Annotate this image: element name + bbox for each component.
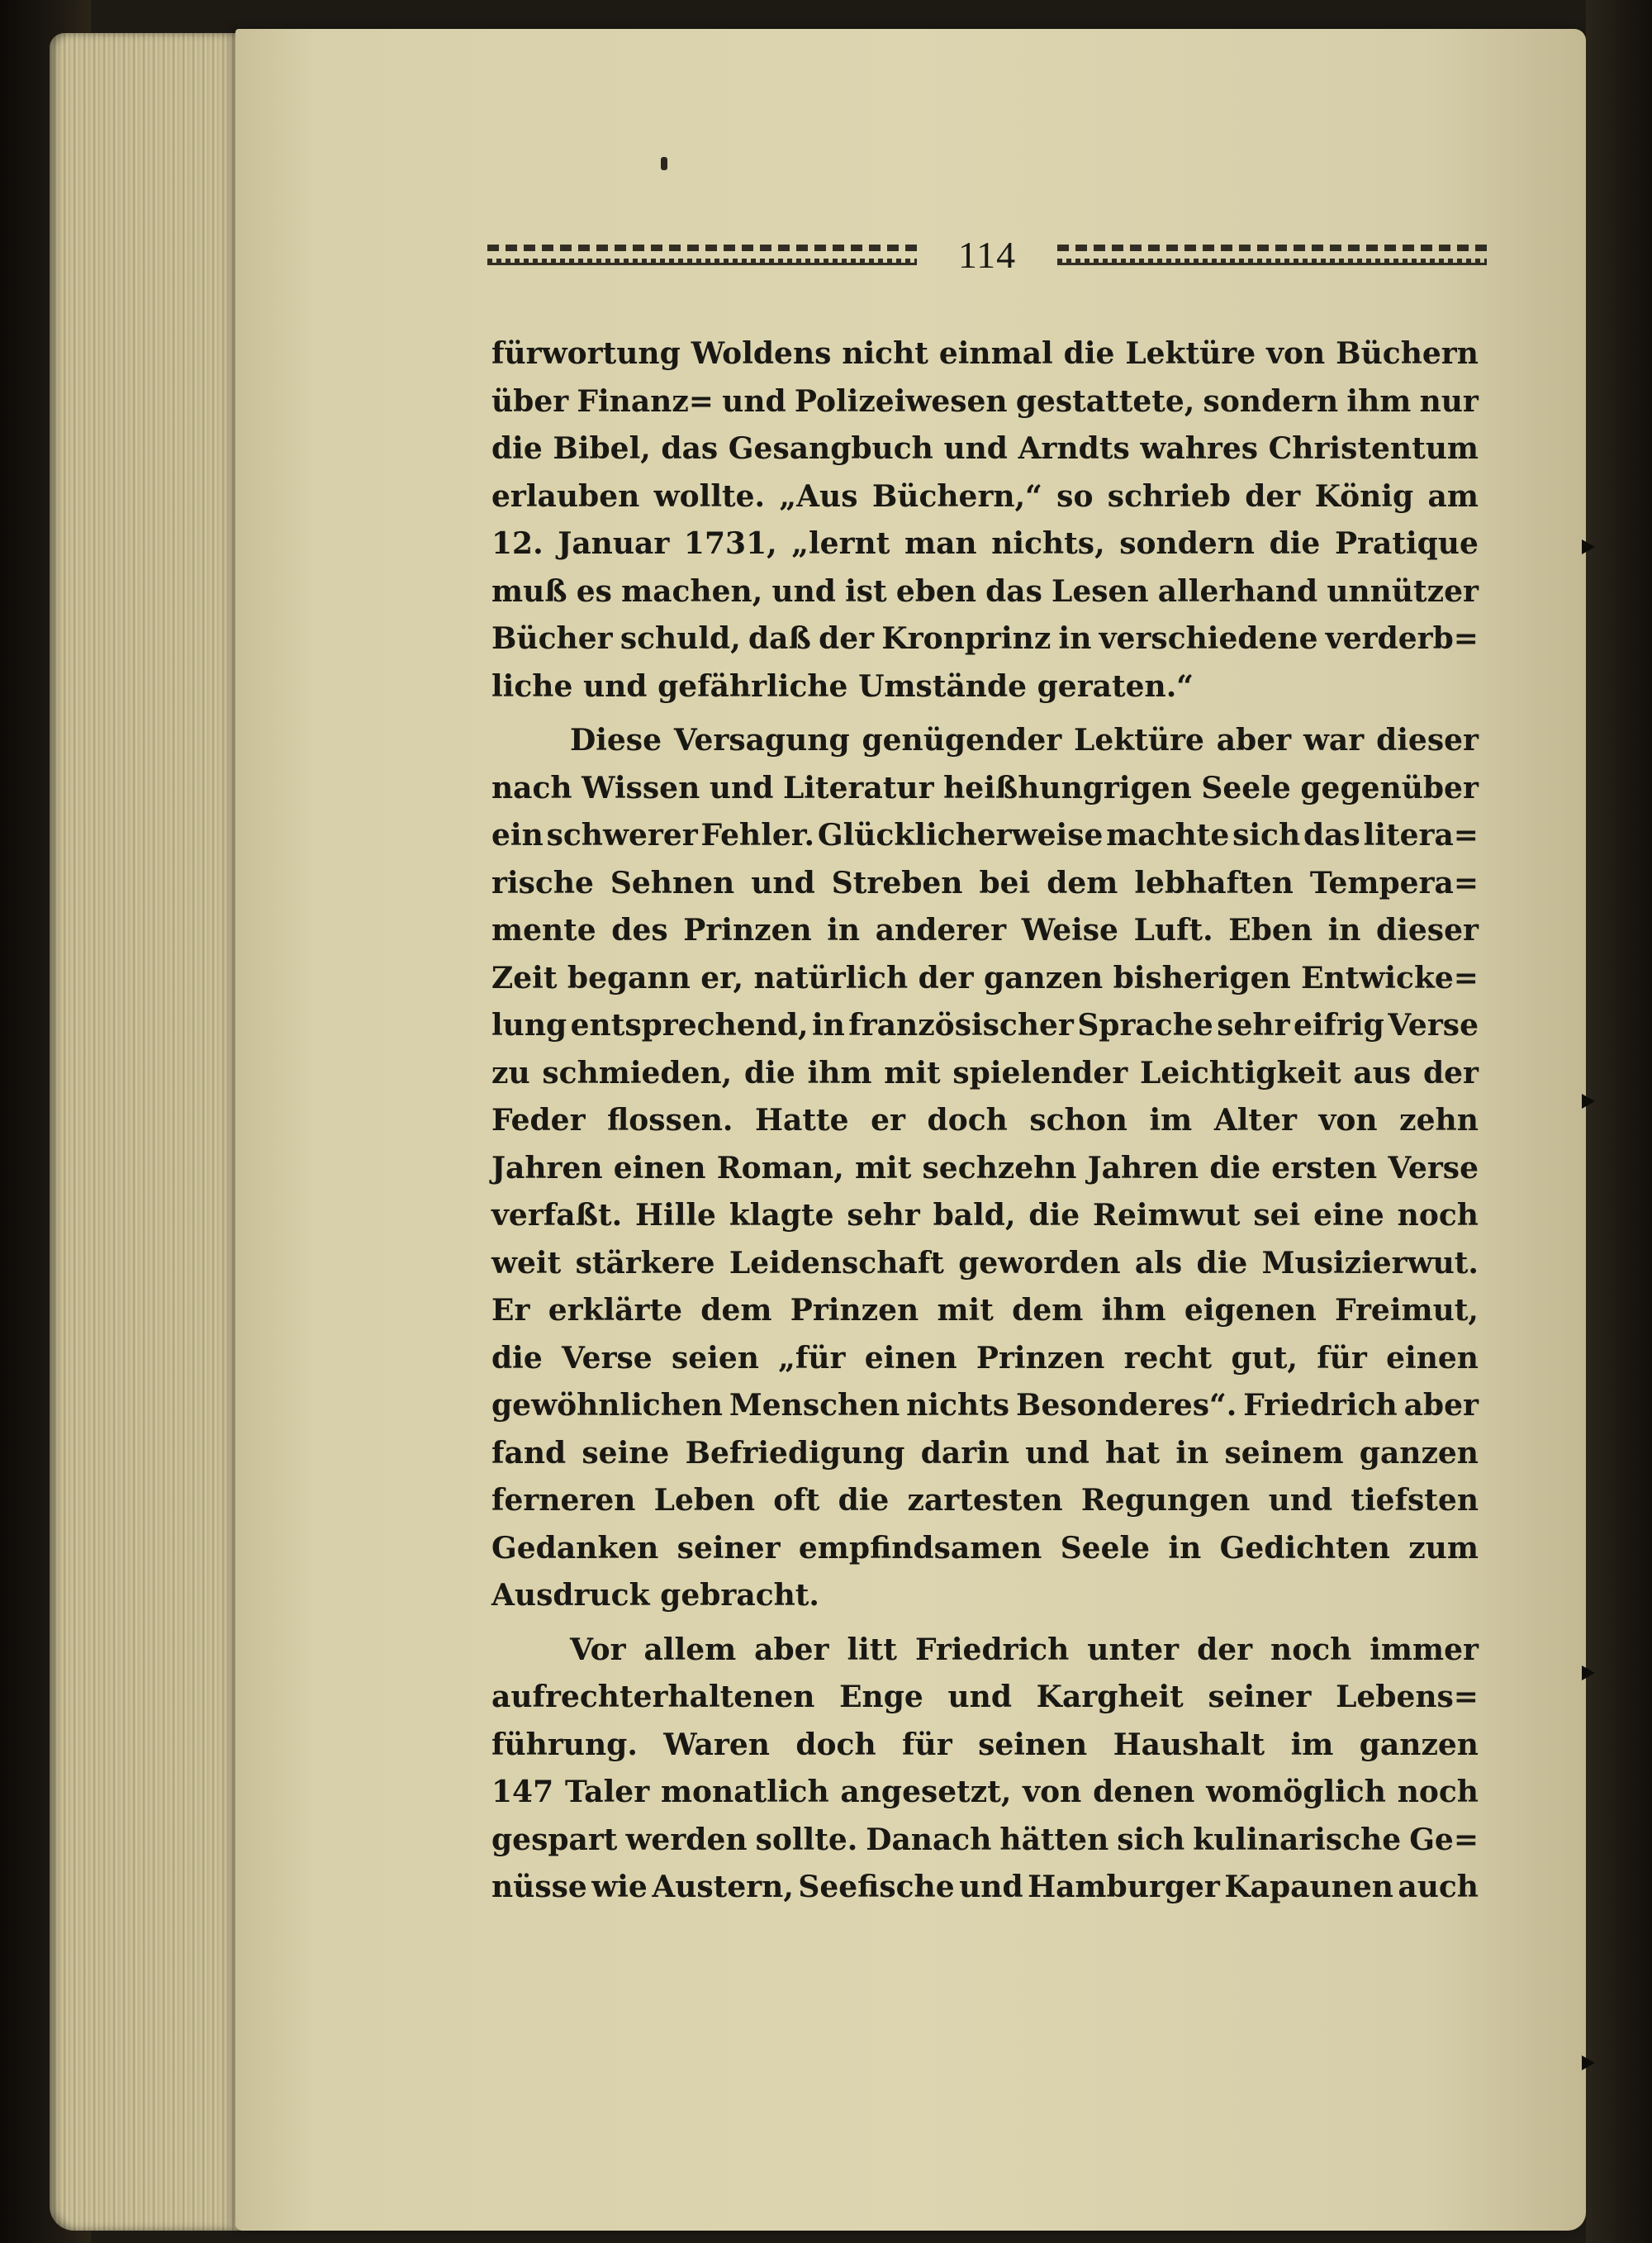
edge-tab-marker — [1582, 2055, 1595, 2070]
text-line: nüsse wie Austern, Seefische und Hamburger Kapaunen auch — [491, 1870, 1479, 1904]
text-line: rische Sehnen und Streben bei dem lebhaften Tempera= — [491, 865, 1479, 901]
text-line: ferneren Leben oft die zartesten Regungen und tiefsten — [491, 1483, 1479, 1518]
text-line: die Verse seien „für einen Prinzen recht gut, für einen — [491, 1340, 1479, 1376]
text-line: fand seine Befriedigung darin und hat in seinem ganzen — [491, 1435, 1479, 1471]
header-ornament-right — [1057, 245, 1487, 265]
binding-edge — [1586, 0, 1652, 2243]
text-line: verfaßt. Hille klagte sehr bald, die Reimwut sei eine noch — [491, 1198, 1479, 1233]
text-line: Gedanken seiner empfindsamen Seele in Gedichten zum — [491, 1530, 1479, 1566]
text-line: gewöhnlichen Menschen nichts Besonderes“. Friedrich aber — [491, 1388, 1479, 1423]
text-line: liche und gefährliche Umstände geraten.“ — [491, 668, 1194, 704]
page-edges — [50, 33, 240, 2231]
text-line: gespart werden sollte. Danach hätten sich kulinarische Ge= — [491, 1822, 1479, 1857]
ink-spot — [661, 157, 667, 170]
text-line: nach Wissen und Literatur heißhungrigen Seele gegenüber — [491, 770, 1479, 805]
text-line: 12. Januar 1731, „lernt man nichts, sondern die Pratique — [491, 526, 1479, 561]
text-line: aufrechterhaltenen Enge und Kargheit seiner Lebens= — [491, 1680, 1479, 1714]
header-ornament-left — [487, 245, 917, 265]
text-line: über Finanz= und Polizeiwesen gestattete, sondern ihm nur — [491, 383, 1479, 419]
text-line: zu schmieden, die ihm mit spielender Leichtigkeit aus der — [491, 1055, 1479, 1091]
text-line: ein schwerer Fehler. Glücklicherweise machte sich das litera= — [491, 818, 1479, 853]
text-line: mente des Prinzen in anderer Weise Luft. Eben in dieser — [491, 913, 1479, 948]
text-line: Zeit begann er, natürlich der ganzen bisherigen Entwicke= — [491, 960, 1479, 996]
page-number: 114 — [957, 233, 1017, 276]
text-line: Ausdruck gebracht. — [491, 1578, 819, 1613]
text-line: Er erklärte dem Prinzen mit dem ihm eigenen Freimut, — [491, 1293, 1479, 1328]
text-line: Feder flossen. Hatte er doch schon im Alter von zehn — [491, 1103, 1479, 1138]
edge-tab-marker — [1582, 1666, 1595, 1680]
text-line: muß es machen, und ist eben das Lesen allerhand unnützer — [491, 573, 1479, 609]
text-line: die Bibel, das Gesangbuch und Arndts wahres Christentum — [491, 431, 1479, 466]
text-line: Diese Versagung genügender Lektüre aber war dieser — [570, 723, 1479, 758]
edge-tab-marker — [1582, 1094, 1595, 1109]
text-line: führung. Waren doch für seinen Haushalt im ganzen — [491, 1727, 1479, 1762]
edge-tab-marker — [1582, 539, 1595, 554]
text-line: erlauben wollte. „Aus Büchern,“ so schrieb der König am — [491, 478, 1479, 514]
text-line: fürwortung Woldens nicht einmal die Lektüre von Büchern — [491, 336, 1479, 371]
running-header — [487, 230, 1487, 279]
text-line: Jahren einen Roman, mit sechzehn Jahren die ersten Verse — [491, 1150, 1479, 1186]
text-line: 147 Taler monatlich angesetzt, von denen womöglich noch — [491, 1775, 1479, 1809]
text-line: Bücher schuld, daß der Kronprinz in verschiedene verderb= — [491, 621, 1479, 656]
text-line: weit stärkere Leidenschaft geworden als die Musizierwut. — [491, 1245, 1479, 1281]
text-line: Vor allem aber litt Friedrich unter der noch immer — [570, 1632, 1479, 1667]
text-line: lung entsprechend, in französischer Sprache sehr eifrig Verse — [491, 1008, 1479, 1043]
body-text — [491, 330, 1479, 1912]
